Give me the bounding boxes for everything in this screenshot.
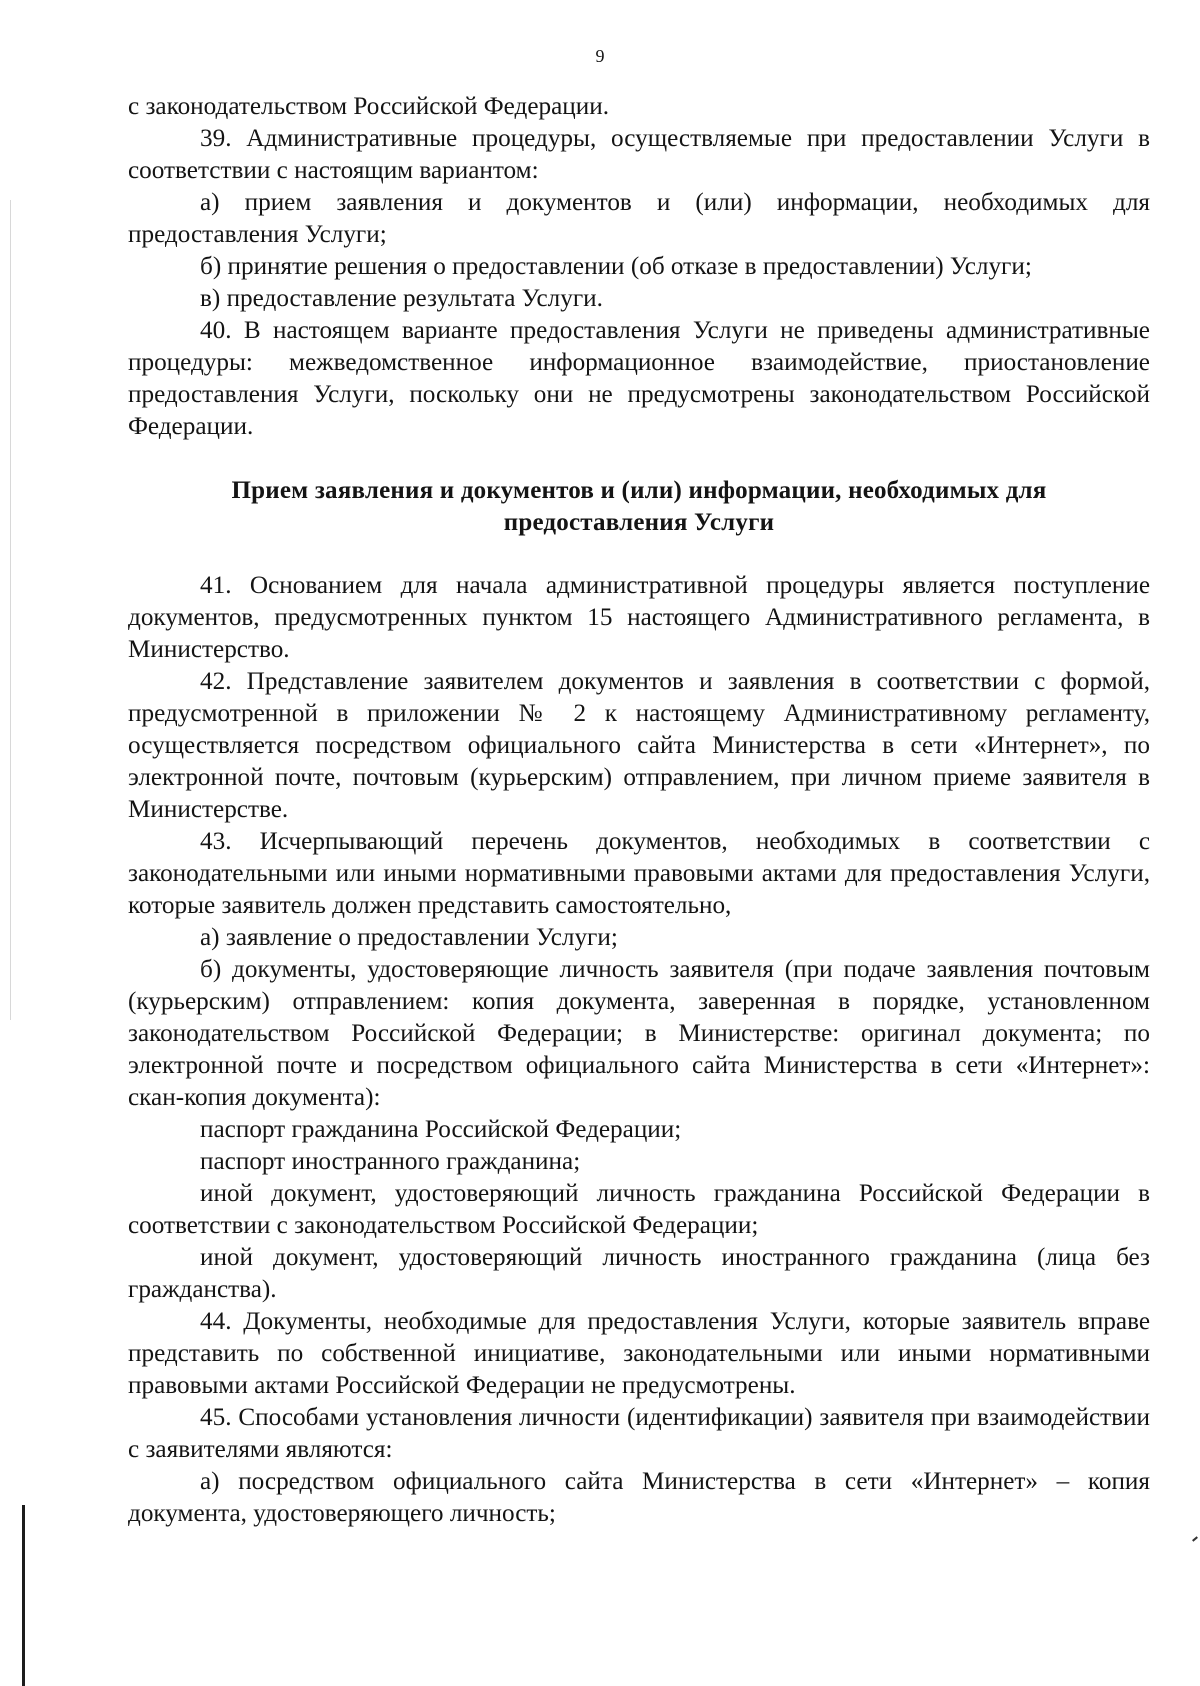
- paragraph-43: 43. Исчерпывающий перечень документов, необходимых в соответствии с законодательными или иными нормативными правовыми актами для предоставления Услуги, которые заявитель должен представить самостоятельно,: [128, 828, 1150, 919]
- page-number: 9: [595, 46, 605, 66]
- scan-speck: [1192, 1536, 1198, 1541]
- scan-edge-shadow: [10, 200, 11, 1020]
- list-item-39b: б) принятие решения о предоставлении (об отказе в предоставлении) Услуги;: [200, 253, 1032, 280]
- list-item-39c: в) предоставление результата Услуги.: [200, 285, 603, 312]
- document-body: [128, 91, 1150, 1530]
- list-item-43a: а) заявление о предоставлении Услуги;: [200, 924, 618, 951]
- list-item-45a: а) посредством официального сайта Министерства в сети «Интернет» – копия документа, удостоверяющего личность;: [128, 1468, 1150, 1527]
- list-item-passport-foreign: паспорт иностранного гражданина;: [200, 1148, 581, 1175]
- paragraph-40: 40. В настоящем варианте предоставления Услуги не приведены административные процедуры: межведомственное информационное взаимодействие, приостановление предоставления Услуги, поскольку они не предусмотрены законодательством Российской Федерации.: [128, 317, 1150, 440]
- paragraph-continuation: с законодательством Российской Федерации.: [128, 93, 610, 120]
- section-heading: Прием заявления и документов и (или) информации, необходимых для предоставления Услуги: [231, 477, 1047, 536]
- list-item-other-doc-rf: иной документ, удостоверяющий личность гражданина Российской Федерации в соответствии с законодательством Российской Федерации;: [128, 1180, 1150, 1239]
- scan-edge-mark: [22, 1505, 25, 1686]
- paragraph-42: 42. Представление заявителем документов и заявления в соответствии с формой, предусмотренной в приложении № 2 к настоящему Административному регламенту, осуществляется посредством официального сайта Министерства в сети «Интернет», по электронной почте, почтовым (курьерским) отправлением, при личном приеме заявителя в Министерстве.: [128, 668, 1150, 823]
- paragraph-44: 44. Документы, необходимые для предоставления Услуги, которые заявитель вправе представить по собственной инициативе, законодательными или иными нормативными правовыми актами Российской Федерации не предусмотрены.: [128, 1308, 1150, 1399]
- paragraph-39: 39. Административные процедуры, осуществляемые при предоставлении Услуги в соответствии с настоящим вариантом:: [128, 125, 1150, 184]
- paragraph-41: 41. Основанием для начала административной процедуры является поступление документов, предусмотренных пунктом 15 настоящего Административного регламента, в Министерство.: [128, 572, 1150, 663]
- paragraph-45: 45. Способами установления личности (идентификации) заявителя при взаимодействии с заявителями являются:: [128, 1404, 1150, 1463]
- list-item-39a: а) прием заявления и документов и (или) информации, необходимых для предоставления Услуги;: [128, 189, 1150, 248]
- list-item-other-doc-foreign: иной документ, удостоверяющий личность иностранного гражданина (лица без гражданства).: [128, 1244, 1150, 1303]
- list-item-passport-rf: паспорт гражданина Российской Федерации;: [200, 1116, 682, 1143]
- list-item-43b: б) документы, удостоверяющие личность заявителя (при подаче заявления почтовым (курьерским) отправлением: копия документа, заверенная в порядке, установленном законодательством Российской Федерации; в Министерстве: оригинал документа; по электронной почте и посредством официального сайта Министерства в сети «Интернет»: скан-копия документа):: [128, 956, 1150, 1111]
